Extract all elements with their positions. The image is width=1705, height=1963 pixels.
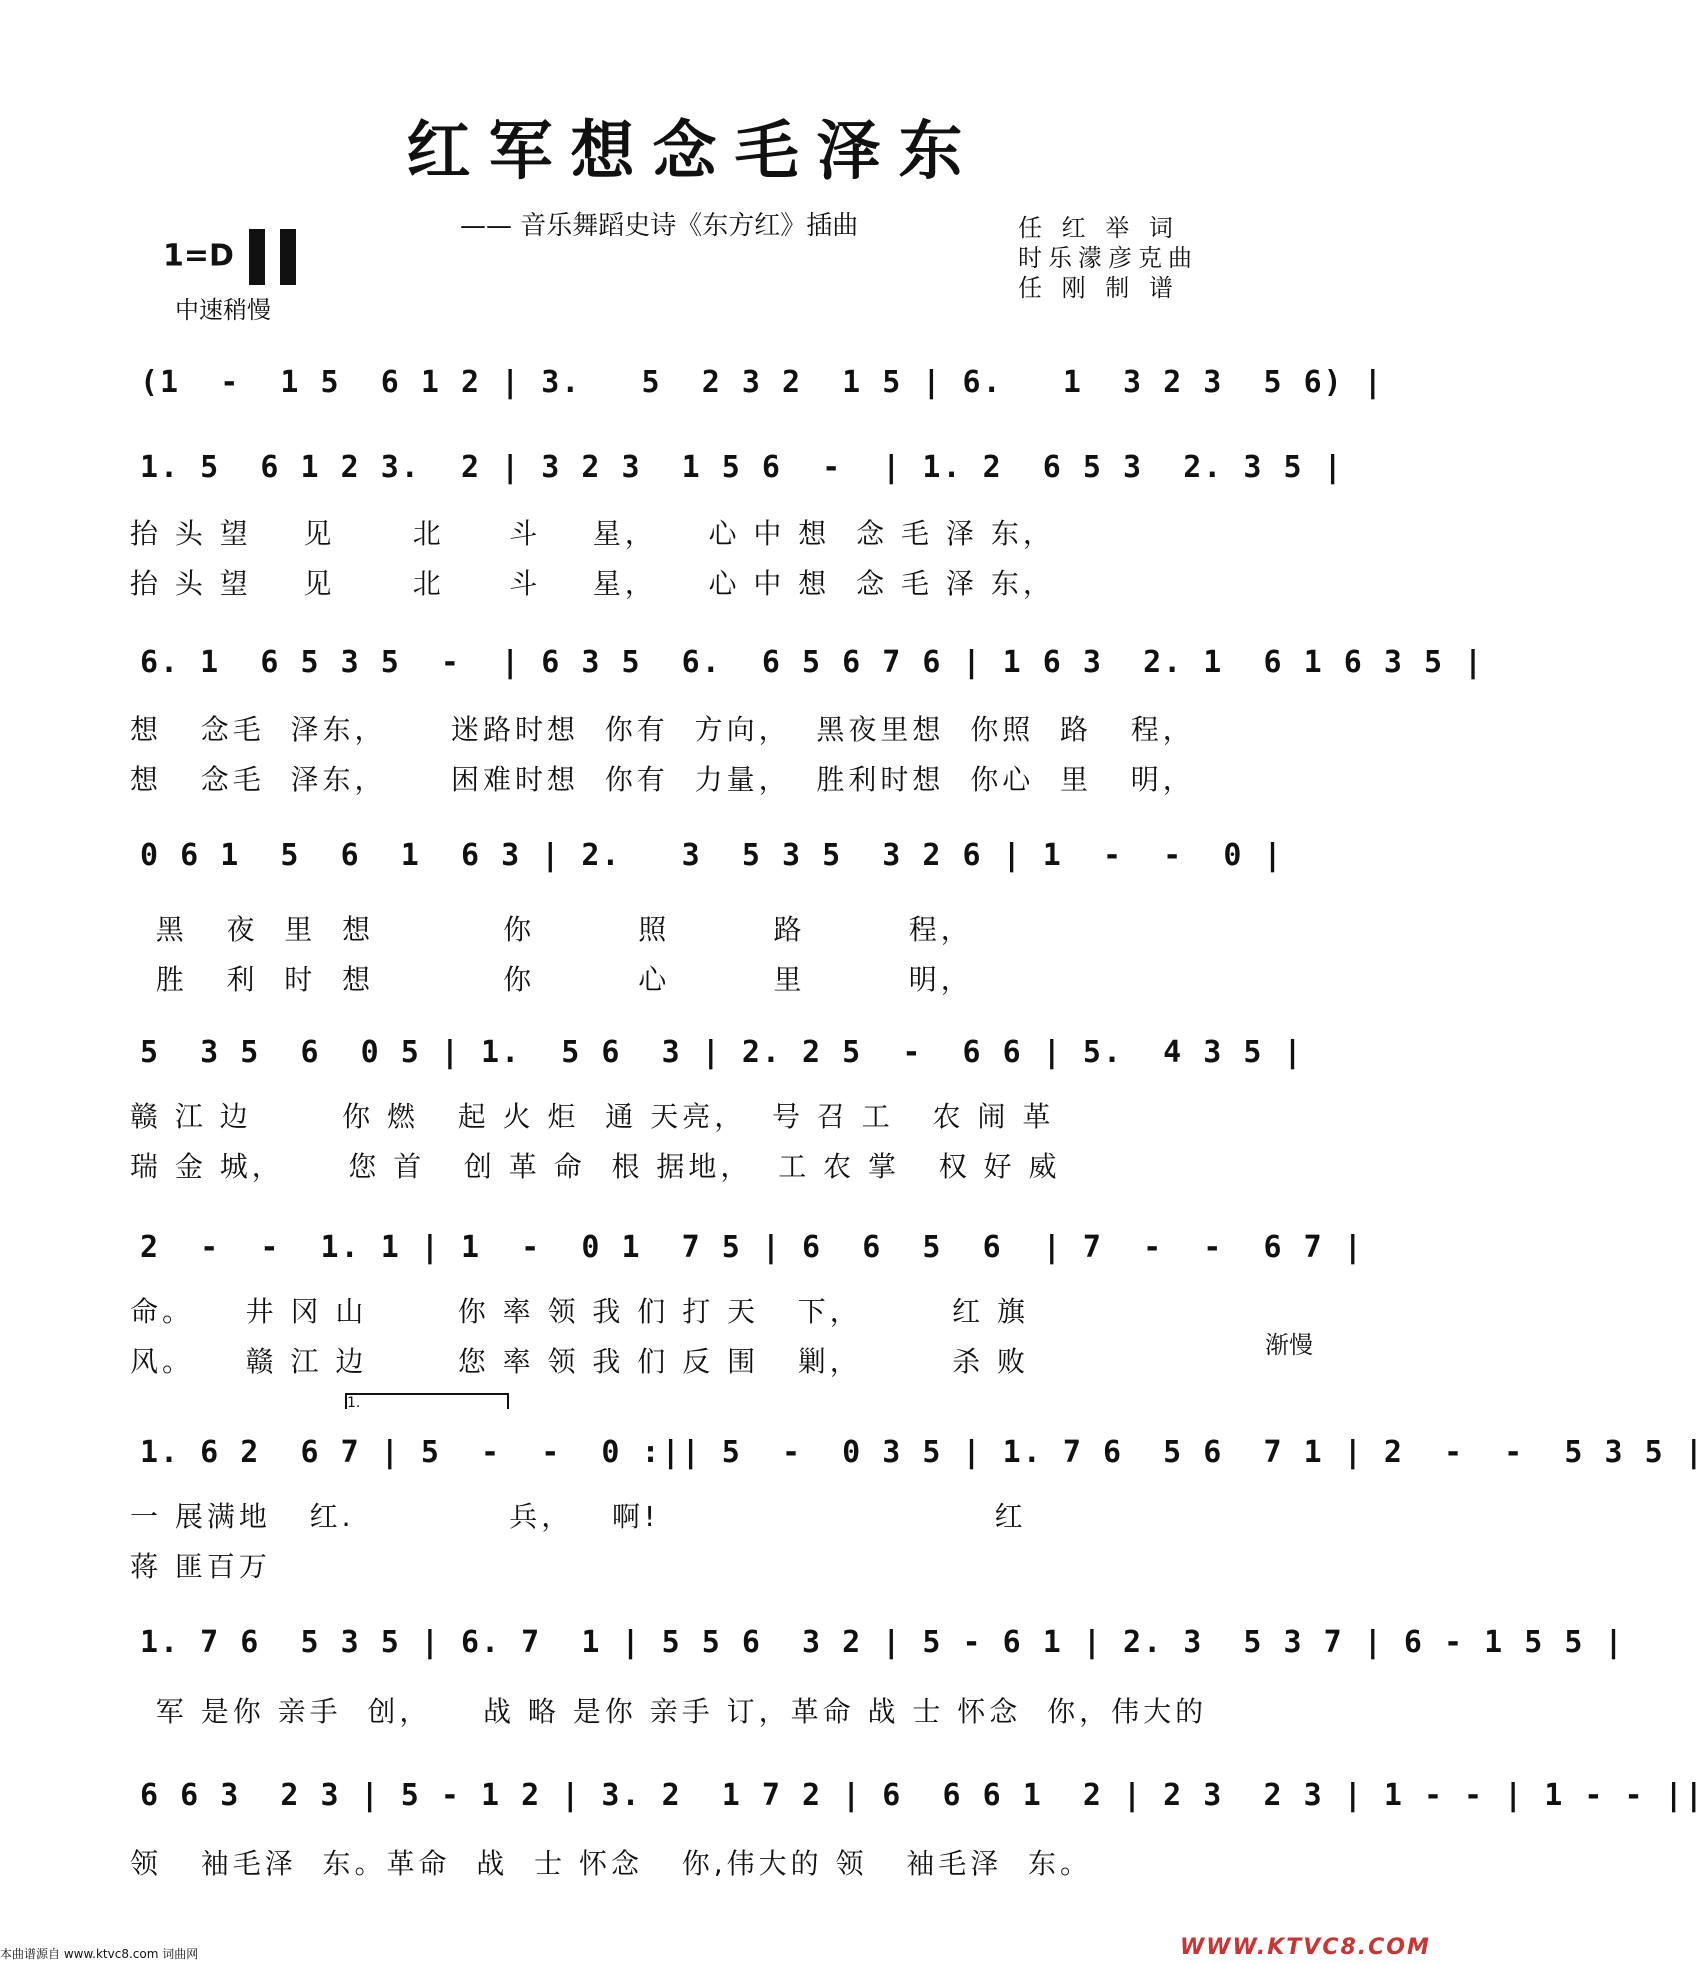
notation-row-3 <box>140 645 1485 705</box>
key-signature <box>163 237 295 277</box>
notes: 6 6 3 2 3 | 5 - 1 2 | 3. 2 1 7 2 | 6 6 6 1 2 | 2 3 2 3 | 1 - - | 1 - - || <box>140 1778 1705 1813</box>
lyric-line: 命。 井 冈 山 你 率 领 我 们 打 天 下， 红 旗 <box>130 1295 1030 1328</box>
lyric-line: 赣 江 边 你 燃 起 火 炬 通 天亮， 号 召 工 农 闹 革 <box>130 1100 1055 1133</box>
lyric-line: 蒋 匪百万 <box>130 1550 271 1583</box>
credit-arranger: 任 刚 制 谱 <box>1018 274 1179 302</box>
lyric-line: 抬 头 望 见 北 斗 星， 心 中 想 念 毛 泽 东， <box>130 567 1055 600</box>
subtitle: —— 音乐舞蹈史诗《东方红》插曲 <box>460 211 859 241</box>
notation-row-1 <box>140 365 1384 425</box>
notation-row-7 <box>140 1435 1705 1495</box>
notes: 6. 1 6 5 3 5 - | 6 3 5 6. 6 5 6 7 6 | 1 6 3 2. 1 6 1 6 3 5 | <box>140 645 1485 680</box>
notes: 5 3 5 6 0 5 | 1. 5 6 3 | 2. 2 5 - 6 6 | 5. 4 3 5 | <box>140 1035 1304 1070</box>
time-signature-3-4 <box>281 237 295 277</box>
credits <box>1018 213 1198 303</box>
song-title: 红军想念毛泽东 <box>406 114 981 189</box>
watermark-url: WWW.KTVC8.COM <box>1180 1935 1431 1960</box>
lyric-line: 瑞 金 城， 您 首 创 革 命 根 据地， 工 农 掌 权 好 威 <box>130 1150 1061 1183</box>
notes: 0 6 1 5 6 1 6 3 | 2. 3 5 3 5 3 2 6 | 1 - - 0 | <box>140 838 1284 873</box>
tempo-slowdown-marking: 渐慢 <box>1265 1331 1313 1359</box>
notation-row-6 <box>140 1230 1364 1290</box>
key-label: 1=D <box>163 238 234 274</box>
volta-bracket: 1. <box>345 1393 509 1409</box>
lyric-line: 一 展满地 红. 兵， 啊! 红 <box>130 1500 1027 1533</box>
lyric-line: 想 念毛 泽东， 困难时想 你有 力量， 胜利时想 你心 里 明， <box>130 763 1195 796</box>
notation-row-9 <box>140 1778 1705 1838</box>
notation-row-4 <box>140 838 1284 898</box>
lyric-line: 抬 头 望 见 北 斗 星， 心 中 想 念 毛 泽 东， <box>130 517 1055 550</box>
notes: 1. 5 6 1 2 3. 2 | 3 2 3 1 5 6 - | 1. 2 6 5 3 2. 3 5 | <box>140 450 1344 485</box>
lyric-line: 领 袖毛泽 东。革命 战 士 怀念 你,伟大的 领 袖毛泽 东。 <box>130 1847 1093 1880</box>
notation-row-2 <box>140 450 1344 510</box>
source-note: 本曲谱源自 www.ktvc8.com 词曲网 <box>0 1947 199 1961</box>
lyric-line: 黑 夜 里 想 你 照 路 程， <box>130 913 973 946</box>
tempo-marking: 中速稍慢 <box>175 296 271 324</box>
lyric-line: 想 念毛 泽东， 迷路时想 你有 方向， 黑夜里想 你照 路 程， <box>130 713 1195 746</box>
notes: 2 - - 1. 1 | 1 - 0 1 7 5 | 6 6 5 6 | 7 - - 6 7 | <box>140 1230 1364 1265</box>
lyric-line: 风。 赣 江 边 您 率 领 我 们 反 围 剿， 杀 败 <box>130 1345 1030 1378</box>
notation-row-5 <box>140 1035 1304 1095</box>
notation-row-8 <box>140 1625 1625 1685</box>
lyric-line: 军 是你 亲手 创， 战 略 是你 亲手 订，革命 战 士 怀念 你，伟大的 <box>130 1695 1208 1728</box>
credit-lyricist: 任 红 举 词 <box>1018 214 1179 242</box>
credit-composer: 时乐濛彦克曲 <box>1018 244 1198 272</box>
lyric-line: 胜 利 时 想 你 心 里 明， <box>130 963 973 996</box>
notes: 1. 7 6 5 3 5 | 6. 7 1 | 5 5 6 3 2 | 5 - 6 1 | 2. 3 5 3 7 | 6 - 1 5 5 | <box>140 1625 1625 1660</box>
time-signature-4-4 <box>250 237 264 277</box>
notes: (1 - 1 5 6 1 2 | 3. 5 2 3 2 1 5 | 6. 1 3 2 3 5 6) | <box>140 365 1384 400</box>
notes: 1. 6 2 6 7 | 5 - - 0 :|| 5 - 0 3 5 | 1. 7 6 5 6 7 1 | 2 - - 5 3 5 | <box>140 1435 1705 1470</box>
